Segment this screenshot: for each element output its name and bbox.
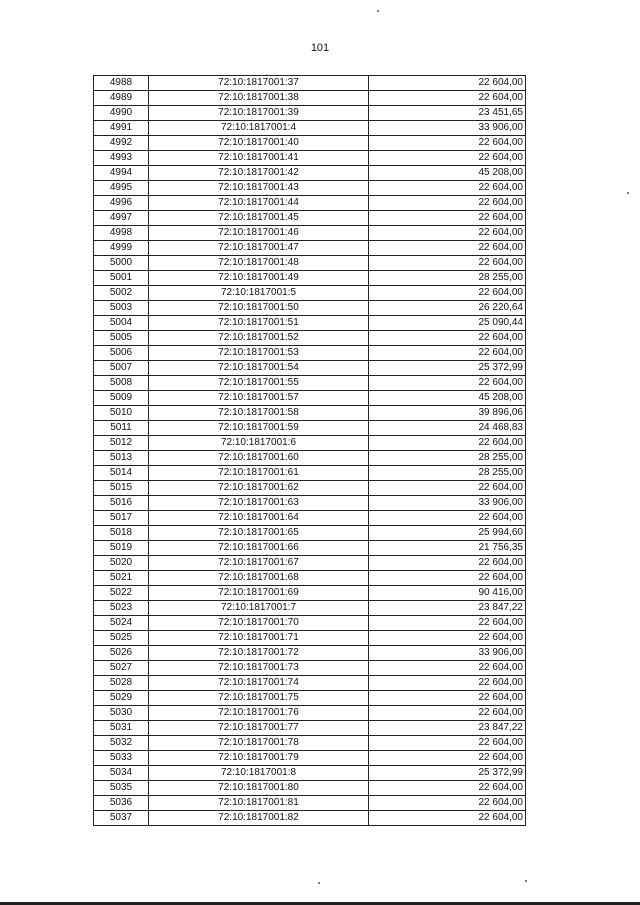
cadastral-number-cell: 72:10:1817001:82 [149,811,369,826]
row-number-cell: 5005 [94,331,149,346]
page-number: 101 [310,42,330,54]
cadastral-number-cell: 72:10:1817001:72 [149,646,369,661]
cadastral-number-cell: 72:10:1817001:77 [149,721,369,736]
table-row [94,781,526,796]
cadastral-value-cell: 22 604,00 [369,136,526,151]
table-row [94,631,526,646]
table-row [94,616,526,631]
table-row [94,736,526,751]
cadastral-value-cell: 25 372,99 [369,766,526,781]
row-number-cell: 4990 [94,106,149,121]
cadastral-number-cell: 72:10:1817001:70 [149,616,369,631]
cadastral-value-table [93,75,526,826]
cadastral-number-cell: 72:10:1817001:43 [149,181,369,196]
cadastral-value-cell: 22 604,00 [369,76,526,91]
row-number-cell: 5007 [94,361,149,376]
table-row [94,151,526,166]
table-row [94,526,526,541]
cadastral-number-cell: 72:10:1817001:59 [149,421,369,436]
cadastral-value-cell: 22 604,00 [369,91,526,106]
cadastral-value-cell: 22 604,00 [369,376,526,391]
table-row [94,451,526,466]
row-number-cell: 5033 [94,751,149,766]
row-number-cell: 5029 [94,691,149,706]
row-number-cell: 4996 [94,196,149,211]
cadastral-number-cell: 72:10:1817001:76 [149,706,369,721]
cadastral-value-cell: 33 906,00 [369,121,526,136]
cadastral-value-cell: 22 604,00 [369,181,526,196]
cadastral-number-cell: 72:10:1817001:74 [149,676,369,691]
row-number-cell: 5009 [94,391,149,406]
cadastral-number-cell: 72:10:1817001:47 [149,241,369,256]
cadastral-value-cell: 25 372,99 [369,361,526,376]
cadastral-number-cell: 72:10:1817001:51 [149,316,369,331]
row-number-cell: 5032 [94,736,149,751]
cadastral-number-cell: 72:10:1817001:37 [149,76,369,91]
cadastral-value-cell: 22 604,00 [369,331,526,346]
cadastral-value-cell: 25 994,60 [369,526,526,541]
cadastral-number-cell: 72:10:1817001:66 [149,541,369,556]
cadastral-value-cell: 22 604,00 [369,556,526,571]
row-number-cell: 5001 [94,271,149,286]
table-row [94,661,526,676]
table-row [94,256,526,271]
row-number-cell: 5025 [94,631,149,646]
cadastral-value-cell: 25 090,44 [369,316,526,331]
row-number-cell: 5023 [94,601,149,616]
table-row [94,331,526,346]
cadastral-number-cell: 72:10:1817001:39 [149,106,369,121]
cadastral-value-cell: 22 604,00 [369,256,526,271]
cadastral-number-cell: 72:10:1817001:55 [149,376,369,391]
row-number-cell: 5017 [94,511,149,526]
cadastral-number-cell: 72:10:1817001:79 [149,751,369,766]
table-row [94,601,526,616]
cadastral-value-cell: 90 416,00 [369,586,526,601]
cadastral-number-cell: 72:10:1817001:60 [149,451,369,466]
table-row [94,466,526,481]
table-row [94,691,526,706]
cadastral-number-cell: 72:10:1817001:46 [149,226,369,241]
row-number-cell: 5015 [94,481,149,496]
cadastral-value-cell: 22 604,00 [369,751,526,766]
cadastral-value-cell: 28 255,00 [369,271,526,286]
table-row [94,511,526,526]
table-row [94,286,526,301]
table-row [94,541,526,556]
row-number-cell: 5036 [94,796,149,811]
table-row [94,571,526,586]
cadastral-number-cell: 72:10:1817001:45 [149,211,369,226]
cadastral-number-cell: 72:10:1817001:61 [149,466,369,481]
row-number-cell: 5021 [94,571,149,586]
row-number-cell: 4995 [94,181,149,196]
row-number-cell: 4991 [94,121,149,136]
cadastral-number-cell: 72:10:1817001:75 [149,691,369,706]
table-row [94,436,526,451]
table-row [94,811,526,826]
cadastral-value-cell: 26 220,64 [369,301,526,316]
scan-artifact [525,880,527,882]
cadastral-value-cell: 45 208,00 [369,391,526,406]
row-number-cell: 5000 [94,256,149,271]
table-row [94,721,526,736]
cadastral-value-cell: 22 604,00 [369,736,526,751]
row-number-cell: 5008 [94,376,149,391]
cadastral-value-cell: 22 604,00 [369,796,526,811]
cadastral-number-cell: 72:10:1817001:52 [149,331,369,346]
row-number-cell: 5027 [94,661,149,676]
row-number-cell: 5013 [94,451,149,466]
row-number-cell: 5034 [94,766,149,781]
cadastral-value-cell: 22 604,00 [369,511,526,526]
cadastral-value-cell: 22 604,00 [369,571,526,586]
cadastral-number-cell: 72:10:1817001:54 [149,361,369,376]
scan-artifact [377,10,379,12]
row-number-cell: 5030 [94,706,149,721]
cadastral-value-cell: 21 756,35 [369,541,526,556]
row-number-cell: 5002 [94,286,149,301]
table-row [94,376,526,391]
row-number-cell: 4998 [94,226,149,241]
row-number-cell: 4993 [94,151,149,166]
table-row [94,421,526,436]
table-row [94,391,526,406]
table-row [94,406,526,421]
cadastral-number-cell: 72:10:1817001:64 [149,511,369,526]
cadastral-number-cell: 72:10:1817001:63 [149,496,369,511]
row-number-cell: 5026 [94,646,149,661]
cadastral-value-cell: 22 604,00 [369,226,526,241]
cadastral-value-cell: 23 847,22 [369,721,526,736]
row-number-cell: 5028 [94,676,149,691]
cadastral-number-cell: 72:10:1817001:38 [149,91,369,106]
cadastral-value-cell: 22 604,00 [369,151,526,166]
table-row [94,361,526,376]
cadastral-number-cell: 72:10:1817001:71 [149,631,369,646]
table-row [94,121,526,136]
table-row [94,316,526,331]
table-row [94,481,526,496]
table-row [94,796,526,811]
table-row [94,586,526,601]
table-row [94,241,526,256]
cadastral-value-cell: 33 906,00 [369,496,526,511]
table-row [94,706,526,721]
table-row [94,76,526,91]
table-row [94,91,526,106]
row-number-cell: 5024 [94,616,149,631]
cadastral-number-cell: 72:10:1817001:41 [149,151,369,166]
row-number-cell: 4997 [94,211,149,226]
cadastral-number-cell: 72:10:1817001:40 [149,136,369,151]
cadastral-number-cell: 72:10:1817001:8 [149,766,369,781]
cadastral-number-cell: 72:10:1817001:80 [149,781,369,796]
cadastral-number-cell: 72:10:1817001:50 [149,301,369,316]
cadastral-value-cell: 22 604,00 [369,706,526,721]
cadastral-number-cell: 72:10:1817001:73 [149,661,369,676]
cadastral-value-cell: 28 255,00 [369,466,526,481]
row-number-cell: 4999 [94,241,149,256]
cadastral-value-cell: 22 604,00 [369,196,526,211]
cadastral-value-cell: 22 604,00 [369,661,526,676]
table-row [94,166,526,181]
cadastral-number-cell: 72:10:1817001:53 [149,346,369,361]
scan-artifact [627,192,629,194]
cadastral-value-cell: 22 604,00 [369,781,526,796]
cadastral-value-cell: 33 906,00 [369,646,526,661]
cadastral-value-cell: 22 604,00 [369,676,526,691]
cadastral-value-cell: 22 604,00 [369,811,526,826]
row-number-cell: 5011 [94,421,149,436]
cadastral-value-cell: 22 604,00 [369,691,526,706]
table-row [94,136,526,151]
cadastral-value-cell: 22 604,00 [369,286,526,301]
cadastral-number-cell: 72:10:1817001:42 [149,166,369,181]
cadastral-number-cell: 72:10:1817001:6 [149,436,369,451]
row-number-cell: 4992 [94,136,149,151]
cadastral-value-cell: 28 255,00 [369,451,526,466]
table-row [94,751,526,766]
row-number-cell: 4994 [94,166,149,181]
table-row [94,646,526,661]
cadastral-value-cell: 23 847,22 [369,601,526,616]
cadastral-value-cell: 22 604,00 [369,241,526,256]
table-row [94,496,526,511]
cadastral-value-cell: 22 604,00 [369,211,526,226]
row-number-cell: 5018 [94,526,149,541]
table-row [94,766,526,781]
row-number-cell: 5016 [94,496,149,511]
cadastral-value-cell: 24 468,83 [369,421,526,436]
table-row [94,676,526,691]
cadastral-number-cell: 72:10:1817001:48 [149,256,369,271]
cadastral-number-cell: 72:10:1817001:57 [149,391,369,406]
cadastral-number-cell: 72:10:1817001:49 [149,271,369,286]
cadastral-number-cell: 72:10:1817001:78 [149,736,369,751]
scan-artifact [318,882,320,884]
table-row [94,196,526,211]
cadastral-value-cell: 45 208,00 [369,166,526,181]
row-number-cell: 5006 [94,346,149,361]
row-number-cell: 5010 [94,406,149,421]
cadastral-number-cell: 72:10:1817001:4 [149,121,369,136]
table-body [94,76,526,826]
cadastral-number-cell: 72:10:1817001:69 [149,586,369,601]
table-row [94,211,526,226]
cadastral-number-cell: 72:10:1817001:58 [149,406,369,421]
table-row [94,301,526,316]
row-number-cell: 5019 [94,541,149,556]
cadastral-number-cell: 72:10:1817001:44 [149,196,369,211]
table-row [94,106,526,121]
cadastral-value-cell: 23 451,65 [369,106,526,121]
cadastral-number-cell: 72:10:1817001:5 [149,286,369,301]
cadastral-number-cell: 72:10:1817001:81 [149,796,369,811]
cadastral-number-cell: 72:10:1817001:62 [149,481,369,496]
row-number-cell: 4988 [94,76,149,91]
cadastral-value-cell: 22 604,00 [369,481,526,496]
cadastral-number-cell: 72:10:1817001:67 [149,556,369,571]
table-row [94,271,526,286]
cadastral-value-cell: 22 604,00 [369,631,526,646]
cadastral-value-cell: 22 604,00 [369,346,526,361]
row-number-cell: 5022 [94,586,149,601]
row-number-cell: 5004 [94,316,149,331]
cadastral-value-cell: 39 896,06 [369,406,526,421]
row-number-cell: 5014 [94,466,149,481]
row-number-cell: 5035 [94,781,149,796]
row-number-cell: 5012 [94,436,149,451]
row-number-cell: 5037 [94,811,149,826]
row-number-cell: 5020 [94,556,149,571]
table-row [94,226,526,241]
row-number-cell: 4989 [94,91,149,106]
row-number-cell: 5003 [94,301,149,316]
table-row [94,181,526,196]
table-row [94,556,526,571]
cadastral-number-cell: 72:10:1817001:65 [149,526,369,541]
cadastral-value-cell: 22 604,00 [369,616,526,631]
cadastral-number-cell: 72:10:1817001:7 [149,601,369,616]
table-row [94,346,526,361]
row-number-cell: 5031 [94,721,149,736]
cadastral-number-cell: 72:10:1817001:68 [149,571,369,586]
cadastral-value-cell: 22 604,00 [369,436,526,451]
